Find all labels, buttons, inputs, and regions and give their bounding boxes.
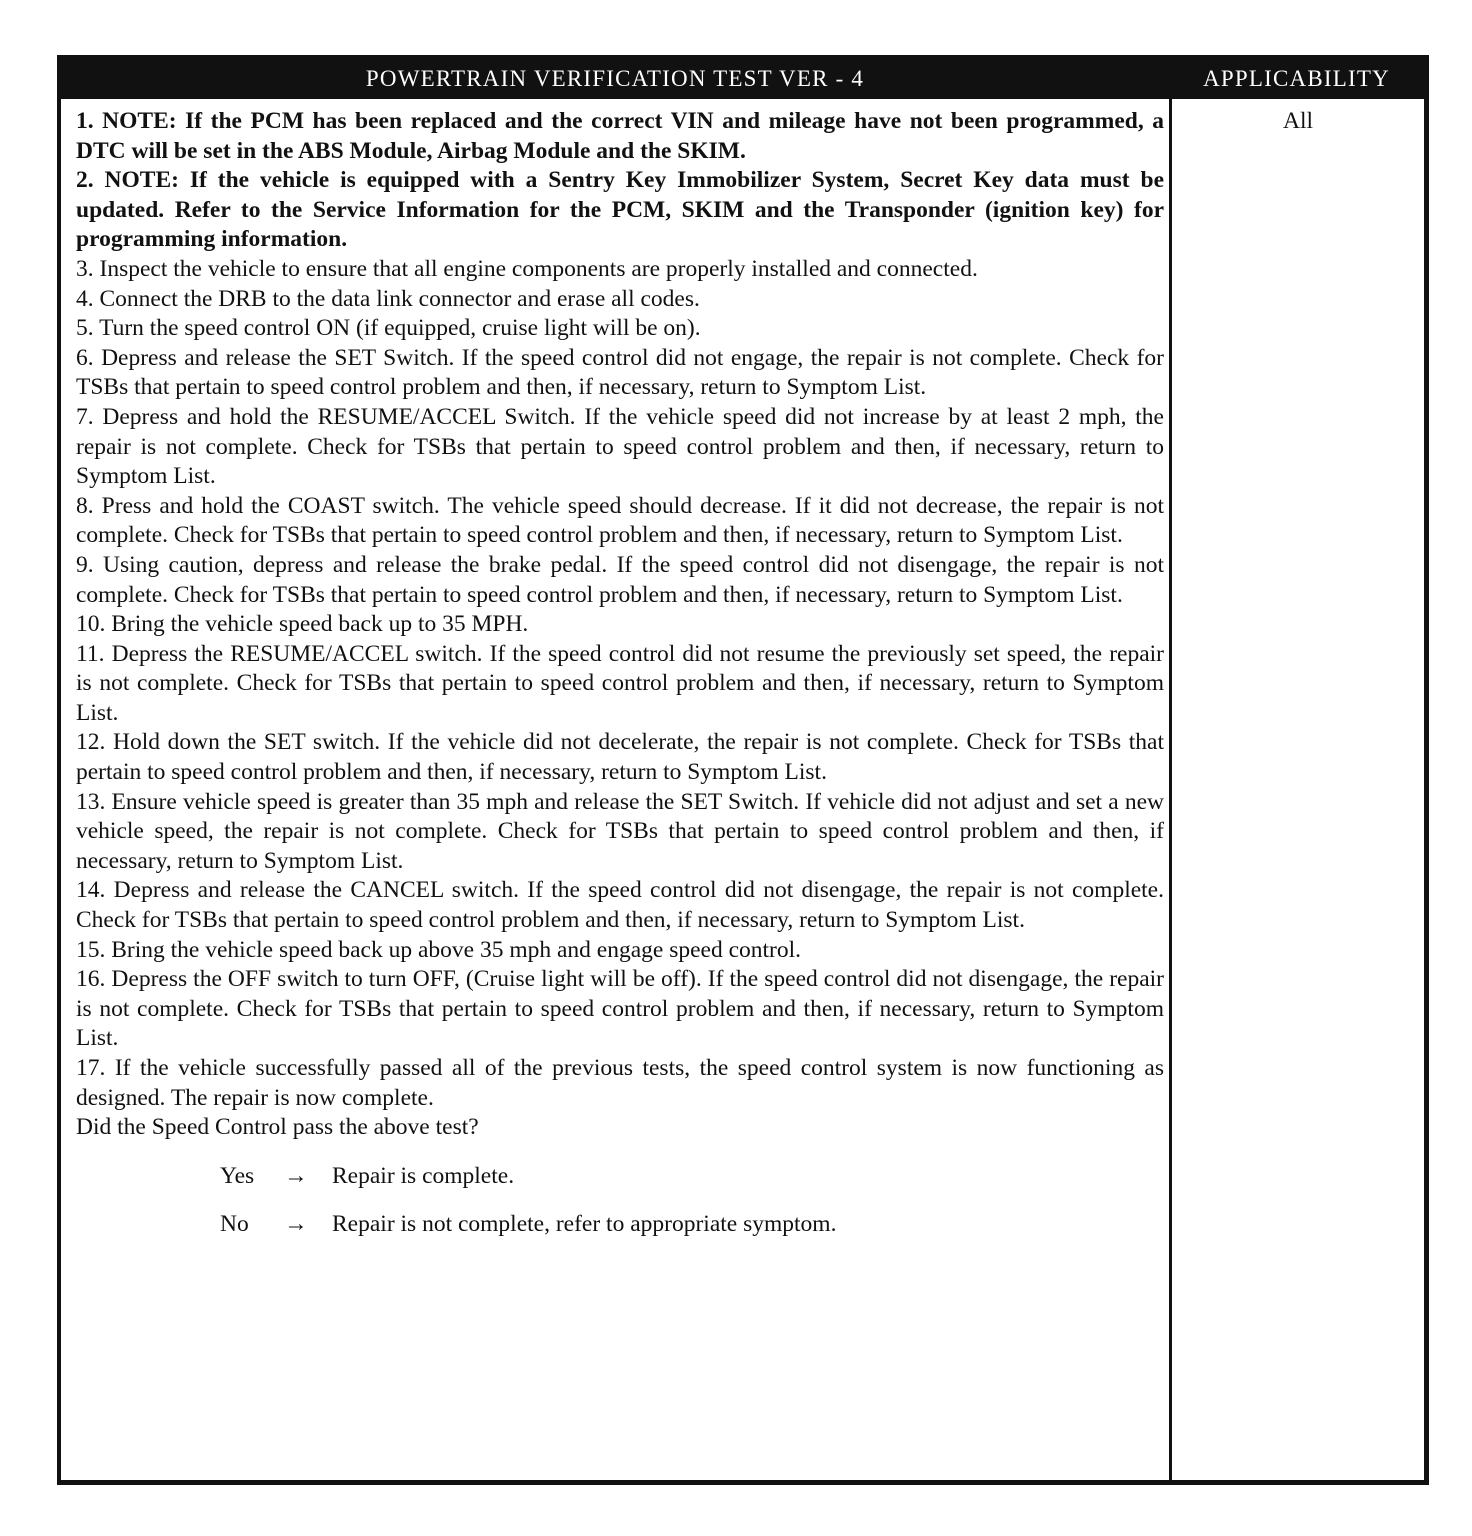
step-10: 10. Bring the vehicle speed back up to 35 MPH. bbox=[76, 611, 529, 638]
step-16: 16. Depress the OFF switch to turn OFF, (Cruise light will be off). If the speed control did not disengage, the repair is not complete. Check for TSBs that pertain to speed control problem and then, if necessary, return to Symptom List. bbox=[76, 966, 1164, 1052]
answer-yes bbox=[220, 1162, 1164, 1192]
test-question: Did the Speed Control pass the above test? bbox=[76, 1114, 479, 1141]
step-4: 4. Connect the DRB to the data link connector and erase all codes. bbox=[76, 285, 700, 312]
column-divider bbox=[1169, 99, 1172, 1480]
step-2-note: 2. NOTE: If the vehicle is equipped with a Sentry Key Immobilizer System, Secret Key data must be updated. Refer to the Service Information for the PCM, SKIM and the Transponder (ignition key) for programming information. bbox=[76, 167, 1164, 253]
verification-test-table bbox=[57, 55, 1429, 1485]
test-title: POWERTRAIN VERIFICATION TEST VER - 4 bbox=[365, 66, 865, 91]
applicability-value: All bbox=[1282, 108, 1314, 134]
answer-no-label: No bbox=[220, 1211, 249, 1238]
answer-no-result: Repair is not complete, refer to appropriate symptom. bbox=[332, 1211, 837, 1238]
answer-no bbox=[220, 1210, 1164, 1240]
step-14: 14. Depress and release the CANCEL switch. If the speed control did not disengage, the repair is not complete. Check for TSBs that pertain to speed control problem and then, if necessary, return to Symptom List. bbox=[76, 877, 1164, 934]
step-15: 15. Bring the vehicle speed back up above 35 mph and engage speed control. bbox=[76, 936, 802, 963]
step-6: 6. Depress and release the SET Switch. If the speed control did not engage, the repair is not complete. Check for TSBs that pertain to speed control problem and then, if necessary, return to Symptom List. bbox=[76, 344, 1164, 401]
answer-yes-result: Repair is complete. bbox=[332, 1162, 515, 1189]
step-11: 11. Depress the RESUME/ACCEL switch. If the speed control did not resume the previously set speed, the repair is not complete. Check for TSBs that pertain to speed control problem and then, if necessary, return to Symptom List. bbox=[76, 640, 1164, 726]
arrow-right-icon: → bbox=[284, 1211, 308, 1238]
step-17: 17. If the vehicle successfully passed all of the previous tests, the speed control system is now functioning as designed. The repair is now complete. bbox=[76, 1055, 1164, 1111]
answer-yes-label: Yes bbox=[220, 1162, 255, 1189]
answer-list bbox=[220, 1162, 1164, 1240]
step-13: 13. Ensure vehicle speed is greater than 35 mph and release the SET Switch. If vehicle did not adjust and set a new vehicle speed, the repair is not complete. Check for TSBs that pertain to speed control problem and then, if necessary, return to Symptom List. bbox=[76, 788, 1164, 874]
step-9: 9. Using caution, depress and release the brake pedal. If the speed control did not disengage, the repair is not complete. Check for TSBs that pertain to speed control problem and then, if necessary, return to Symptom List. bbox=[76, 551, 1164, 608]
step-5: 5. Turn the speed control ON (if equipped, cruise light will be on). bbox=[76, 315, 701, 342]
step-8: 8. Press and hold the COAST switch. The vehicle speed should decrease. If it did not decrease, the repair is not complete. Check for TSBs that pertain to speed control problem and then, if necessary, return to Symptom List. bbox=[76, 492, 1164, 549]
table-header bbox=[61, 59, 1424, 99]
step-7: 7. Depress and hold the RESUME/ACCEL Switch. If the vehicle speed did not increase by at least 2 mph, the repair is not complete. Check for TSBs that pertain to speed control problem and then, if necessary, return to Symptom List. bbox=[76, 403, 1164, 490]
applicability-header: APPLICABILITY bbox=[1203, 66, 1390, 91]
arrow-right-icon: → bbox=[284, 1162, 308, 1189]
step-1-note: 1. NOTE: If the PCM has been replaced and the correct VIN and mileage have not been programmed, a DTC will be set in the ABS Module, Airbag Module and the SKIM. bbox=[76, 108, 1164, 164]
procedure-cell bbox=[76, 107, 1164, 1240]
step-3: 3. Inspect the vehicle to ensure that all engine components are properly installed and connected. bbox=[76, 255, 978, 282]
step-12: 12. Hold down the SET switch. If the vehicle did not decelerate, the repair is not complete. Check for TSBs that pertain to speed control problem and then, if necessary, return to Symptom List. bbox=[76, 729, 1164, 786]
